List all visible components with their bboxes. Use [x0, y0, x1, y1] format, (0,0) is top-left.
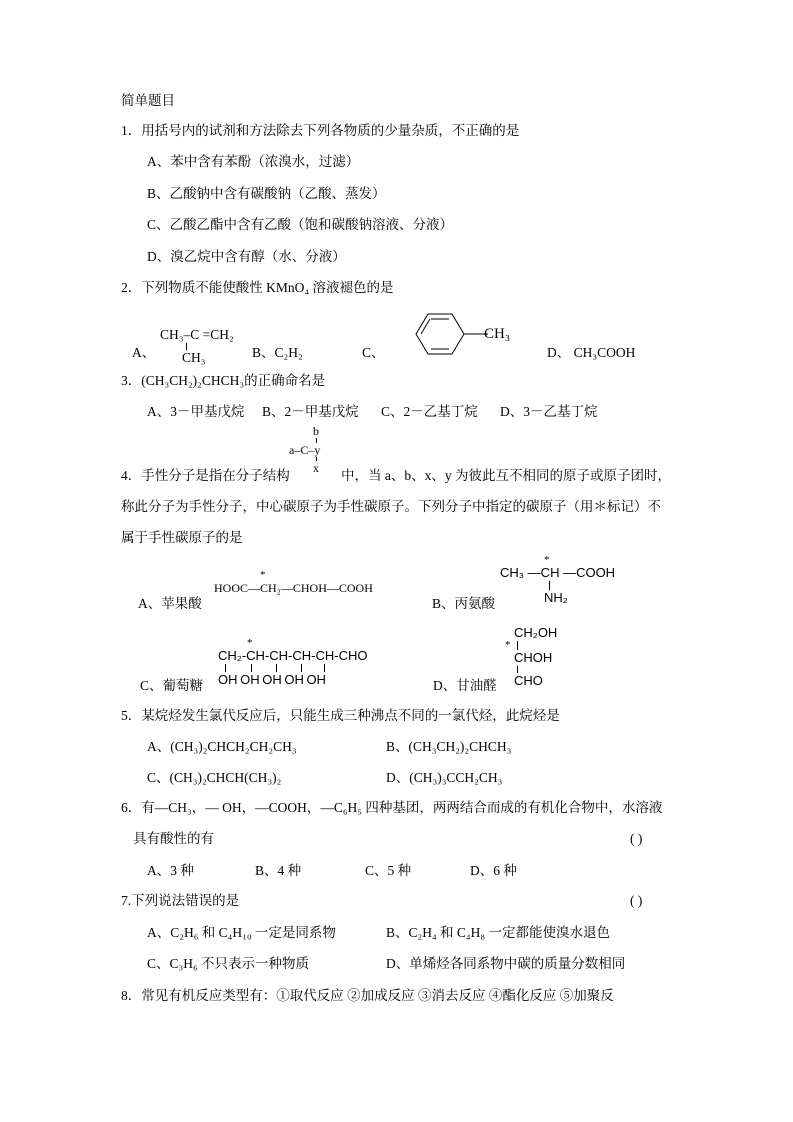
q2-option-b: B、C₂H₂ — [252, 345, 303, 360]
bond-line — [186, 343, 187, 350]
chiral-star: * — [247, 637, 253, 649]
q4-c-hydroxyls: OH OH OH OH OH — [218, 672, 326, 687]
q3-option-b: B、2－甲基戊烷 — [262, 404, 359, 419]
bond-line — [549, 581, 550, 590]
bond-line — [251, 664, 252, 672]
bond-line — [517, 641, 518, 650]
q5-option-a: A、(CH₃)₂CHCH₂CH₂CH₃ — [147, 739, 297, 754]
q6-option-c: C、5 种 — [365, 863, 412, 878]
q4-line2: 称此分子为手性分子，中心碳原子为手性碳原子。下列分子中指定的碳原子（用＊标记）不 — [121, 499, 661, 514]
bond-line — [517, 666, 518, 673]
q5-stem: 5．某烷烃发生氯代反应后，只能生成三种沸点不同的一氯代烃，此烷烃是 — [121, 708, 560, 723]
q4-b-label: B、丙氨酸 — [432, 596, 496, 611]
q2-c-group: CH₃ — [484, 326, 511, 342]
q4-b-formula: CH₃ —CH —COOH — [500, 565, 616, 580]
q6-option-d: D、6 种 — [470, 863, 517, 878]
q7-option-c: C、C₃H₆ 不只表示一种物质 — [147, 956, 310, 971]
q7-answer-paren: ( ) — [630, 893, 643, 908]
q4-c-label: C、葡萄糖 — [140, 678, 204, 693]
q6-option-a: A、3 种 — [147, 863, 194, 878]
q3-option-c: C、2－乙基丁烷 — [381, 404, 478, 419]
benzene-ring-icon — [410, 310, 490, 358]
q2-a-formula-top: CH₃–C =CH₂ — [160, 327, 234, 342]
chiral-star: * — [544, 554, 550, 566]
bond-line — [324, 664, 325, 672]
q6-option-b: B、4 种 — [255, 863, 302, 878]
q1-option-a: A、苯中含有苯酚（浓溴水，过滤） — [147, 154, 360, 169]
q5-option-c: C、(CH₃)₂CHCH(CH₃)₂ — [147, 770, 282, 785]
q1-option-d: D、溴乙烷中含有醇（水、分液） — [147, 249, 346, 264]
q6-stem-2: 具有酸性的有 — [133, 831, 214, 846]
q4-b-substituent: NH₂ — [544, 590, 568, 605]
q4-struct-mid: a–C–y — [289, 443, 321, 457]
q4-struct-b: b — [313, 424, 319, 438]
q2-c-label: C、 — [362, 345, 385, 360]
chiral-star: * — [505, 639, 511, 651]
q5-option-d: D、(CH₃)₃CCH₂CH₃ — [386, 770, 503, 785]
q7-option-a: A、C₂H₆ 和 C₄H₁₀ 一定是同系物 — [147, 925, 336, 940]
q4-a-label: A、苹果酸 — [138, 596, 202, 611]
q6-stem-1: 6．有—CH₃，— OH，—COOH，—C₆H₅ 四种基团，两两结合而成的有机化合物中，水溶液 — [121, 800, 663, 815]
q6-answer-paren: ( ) — [630, 831, 643, 846]
q1-option-c: C、乙酸乙酯中含有乙酸（饱和碳酸钠溶液、分液） — [147, 217, 454, 232]
q4-d-top: CH₂OH — [514, 625, 558, 640]
q4-d-label: D、甘油醛 — [433, 678, 497, 693]
q2-a-label: A、 — [132, 345, 156, 360]
q1-stem: 1．用括号内的试剂和方法除去下列各物质的少量杂质，不正确的是 — [121, 123, 520, 138]
q2-a-formula-bottom: CH₃ — [182, 350, 206, 365]
q4-a-formula: HOOC—CH₂—CHOH—COOH — [214, 581, 373, 595]
bond-line — [301, 664, 302, 672]
q5-option-b: B、(CH₃CH₂)₂CHCH₃ — [386, 739, 512, 754]
q4-line1b: 中，当 a、b、x、y 为彼此互不相同的原子或原子团时， — [341, 468, 671, 483]
q4-c-formula: CH₂-CH-CH-CH-CH-CHO — [218, 648, 368, 663]
q1-option-b: B、乙酸钠中含有碳酸钠（乙酸、蒸发） — [147, 186, 386, 201]
q7-option-b: B、C₂H₄ 和 C₄H₈ 一定都能使溴水退色 — [386, 925, 610, 940]
q4-line3: 属于手性碳原子的是 — [121, 530, 243, 545]
q4-d-bottom: CHO — [514, 673, 543, 688]
q3-option-d: D、3－乙基丁烷 — [500, 404, 598, 419]
chiral-star: * — [260, 569, 266, 581]
q4-line1a: 4．手性分子是指在分子结构 — [121, 468, 290, 483]
q2-option-d: D、 CH₃COOH — [547, 345, 636, 360]
q3-stem: 3．(CH₃CH₂)₂CHCH₃的正确命名是 — [121, 373, 326, 388]
q3-option-a: A、3－甲基戊烷 — [147, 404, 245, 419]
q7-stem: 7.下列说法错误的是 — [121, 893, 240, 908]
q7-option-d: D、单烯烃各同系物中碳的质量分数相同 — [386, 956, 626, 971]
section-heading: 简单题目 — [121, 93, 175, 108]
q8-stem: 8．常见有机反应类型有：①取代反应 ②加成反应 ③消去反应 ④酯化反应 ⑤加聚反 — [121, 988, 614, 1003]
q4-d-mid: CHOH — [514, 650, 553, 665]
bond-line — [225, 664, 226, 672]
bond-line — [276, 664, 277, 672]
q2-stem: 2．下列物质不能使酸性 KMnO₄ 溶液褪色的是 — [121, 280, 394, 295]
q4-struct-x: x — [313, 461, 319, 475]
